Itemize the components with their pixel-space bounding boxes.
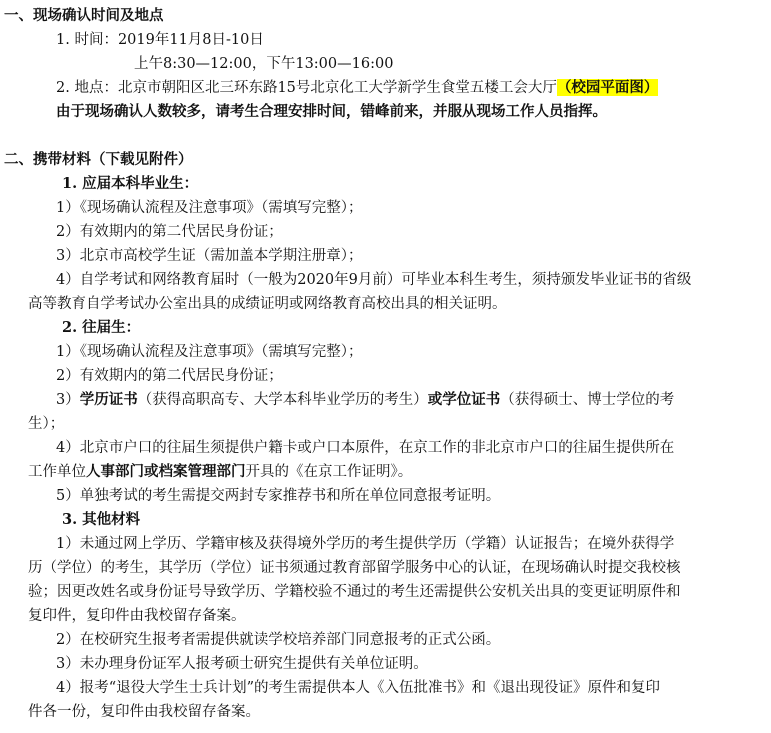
g3-item-3: 3）未办理身份证军人报考硕士研究生提供有关单位证明。 — [56, 656, 428, 672]
g2-item-3-line-2: 生）； — [28, 416, 65, 432]
g3-item-1-line-3: 验；因更改姓名或身份证号导致学历、学籍校验不通过的考生还需提供公安机关出具的变更证明原件和 — [28, 584, 681, 600]
work-unit: 工作单位 — [28, 464, 86, 480]
g1-item-1: 1）《现场确认流程及注意事项》（需填写完整）； — [56, 200, 363, 216]
place-text: 2. 地点：北京市朝阳区北三环东路15号北京化工大学新学生食堂五楼工会大厅 — [56, 80, 557, 96]
section-2-heading: 二、携带材料（下载见附件） — [4, 151, 193, 168]
hr-archive-dept: 人事部门或档案管理部门 — [86, 463, 246, 480]
diploma-certificate: 学历证书 — [79, 391, 138, 408]
g1-item-4-line-2: 高等教育自学考试办公室出具的成绩证明或网络教育高校出具的相关证明。 — [28, 296, 507, 312]
g1-item-3: 3）北京市高校学生证（需加盖本学期注册章）； — [56, 248, 363, 264]
crowd-notice: 由于现场确认人数较多，请考生合理安排时间，错峰前来，并服从现场工作人员指挥。 — [56, 103, 607, 120]
degree-note: （获得硕士、博士学位的考 — [500, 392, 675, 408]
time-line: 1. 时间：2019年11月8日-10日 — [56, 32, 264, 48]
diploma-note: （获得高职高专、大学本科毕业学历的考生） — [137, 392, 428, 408]
g1-item-4-line-1: 4）自学考试和网络教育届时（一般为2020年9月前）可毕业本科生考生，须持颁发毕业证书的省级 — [56, 272, 692, 288]
g2-item-4-line-2 — [28, 460, 771, 484]
campus-map-link[interactable]: （校园平面图） — [556, 79, 659, 96]
g3-item-4-line-1: 4）报考“退役大学生士兵计划”的考生需提供本人《入伍批准书》和《退出现役证》原件和复印 — [56, 680, 661, 696]
g1-item-2: 2）有效期内的第二代居民身份证； — [56, 224, 283, 240]
g2-item-2: 2）有效期内的第二代居民身份证； — [56, 368, 283, 384]
section-1-heading: 一、现场确认时间及地点 — [4, 7, 164, 24]
work-proof: 开具的《在京工作证明》。 — [245, 464, 413, 480]
group-2-title: 2. 往届生： — [62, 319, 141, 336]
g3-item-4-line-2: 件各一份，复印件由我校留存备案。 — [28, 704, 260, 720]
g3-item-1-line-1: 1）未通过网上学历、学籍审核及获得境外学历的考生提供学历（学籍）认证报告；在境外获得学 — [56, 536, 675, 552]
group-3-title: 3. 其他材料 — [62, 511, 141, 528]
g2-item-3-num: 3） — [56, 392, 80, 408]
place-line — [56, 76, 771, 100]
g2-item-3-line-1 — [56, 388, 771, 412]
g2-item-4-line-1: 4）北京市户口的往届生须提供户籍卡或户口本原件，在京工作的非北京市户口的往届生提供所在 — [56, 440, 675, 456]
g2-item-5: 5）单独考试的考生需提交两封专家推荐书和所在单位同意报考证明。 — [56, 488, 501, 504]
group-1-title: 1. 应届本科毕业生： — [62, 175, 199, 192]
time-hours-line: 上午8:30—12:00，下午13:00—16:00 — [134, 56, 394, 72]
degree-certificate: 或学位证书 — [427, 391, 501, 408]
g2-item-1: 1）《现场确认流程及注意事项》（需填写完整）； — [56, 344, 363, 360]
g3-item-1-line-4: 复印件，复印件由我校留存备案。 — [28, 608, 246, 624]
g3-item-1-line-2: 历（学位）的考生，其学历（学位）证书须通过教育部留学服务中心的认证，在现场确认时提交我校核 — [28, 560, 681, 576]
g3-item-2: 2）在校研究生报考者需提供就读学校培养部门同意报考的正式公函。 — [56, 632, 501, 648]
